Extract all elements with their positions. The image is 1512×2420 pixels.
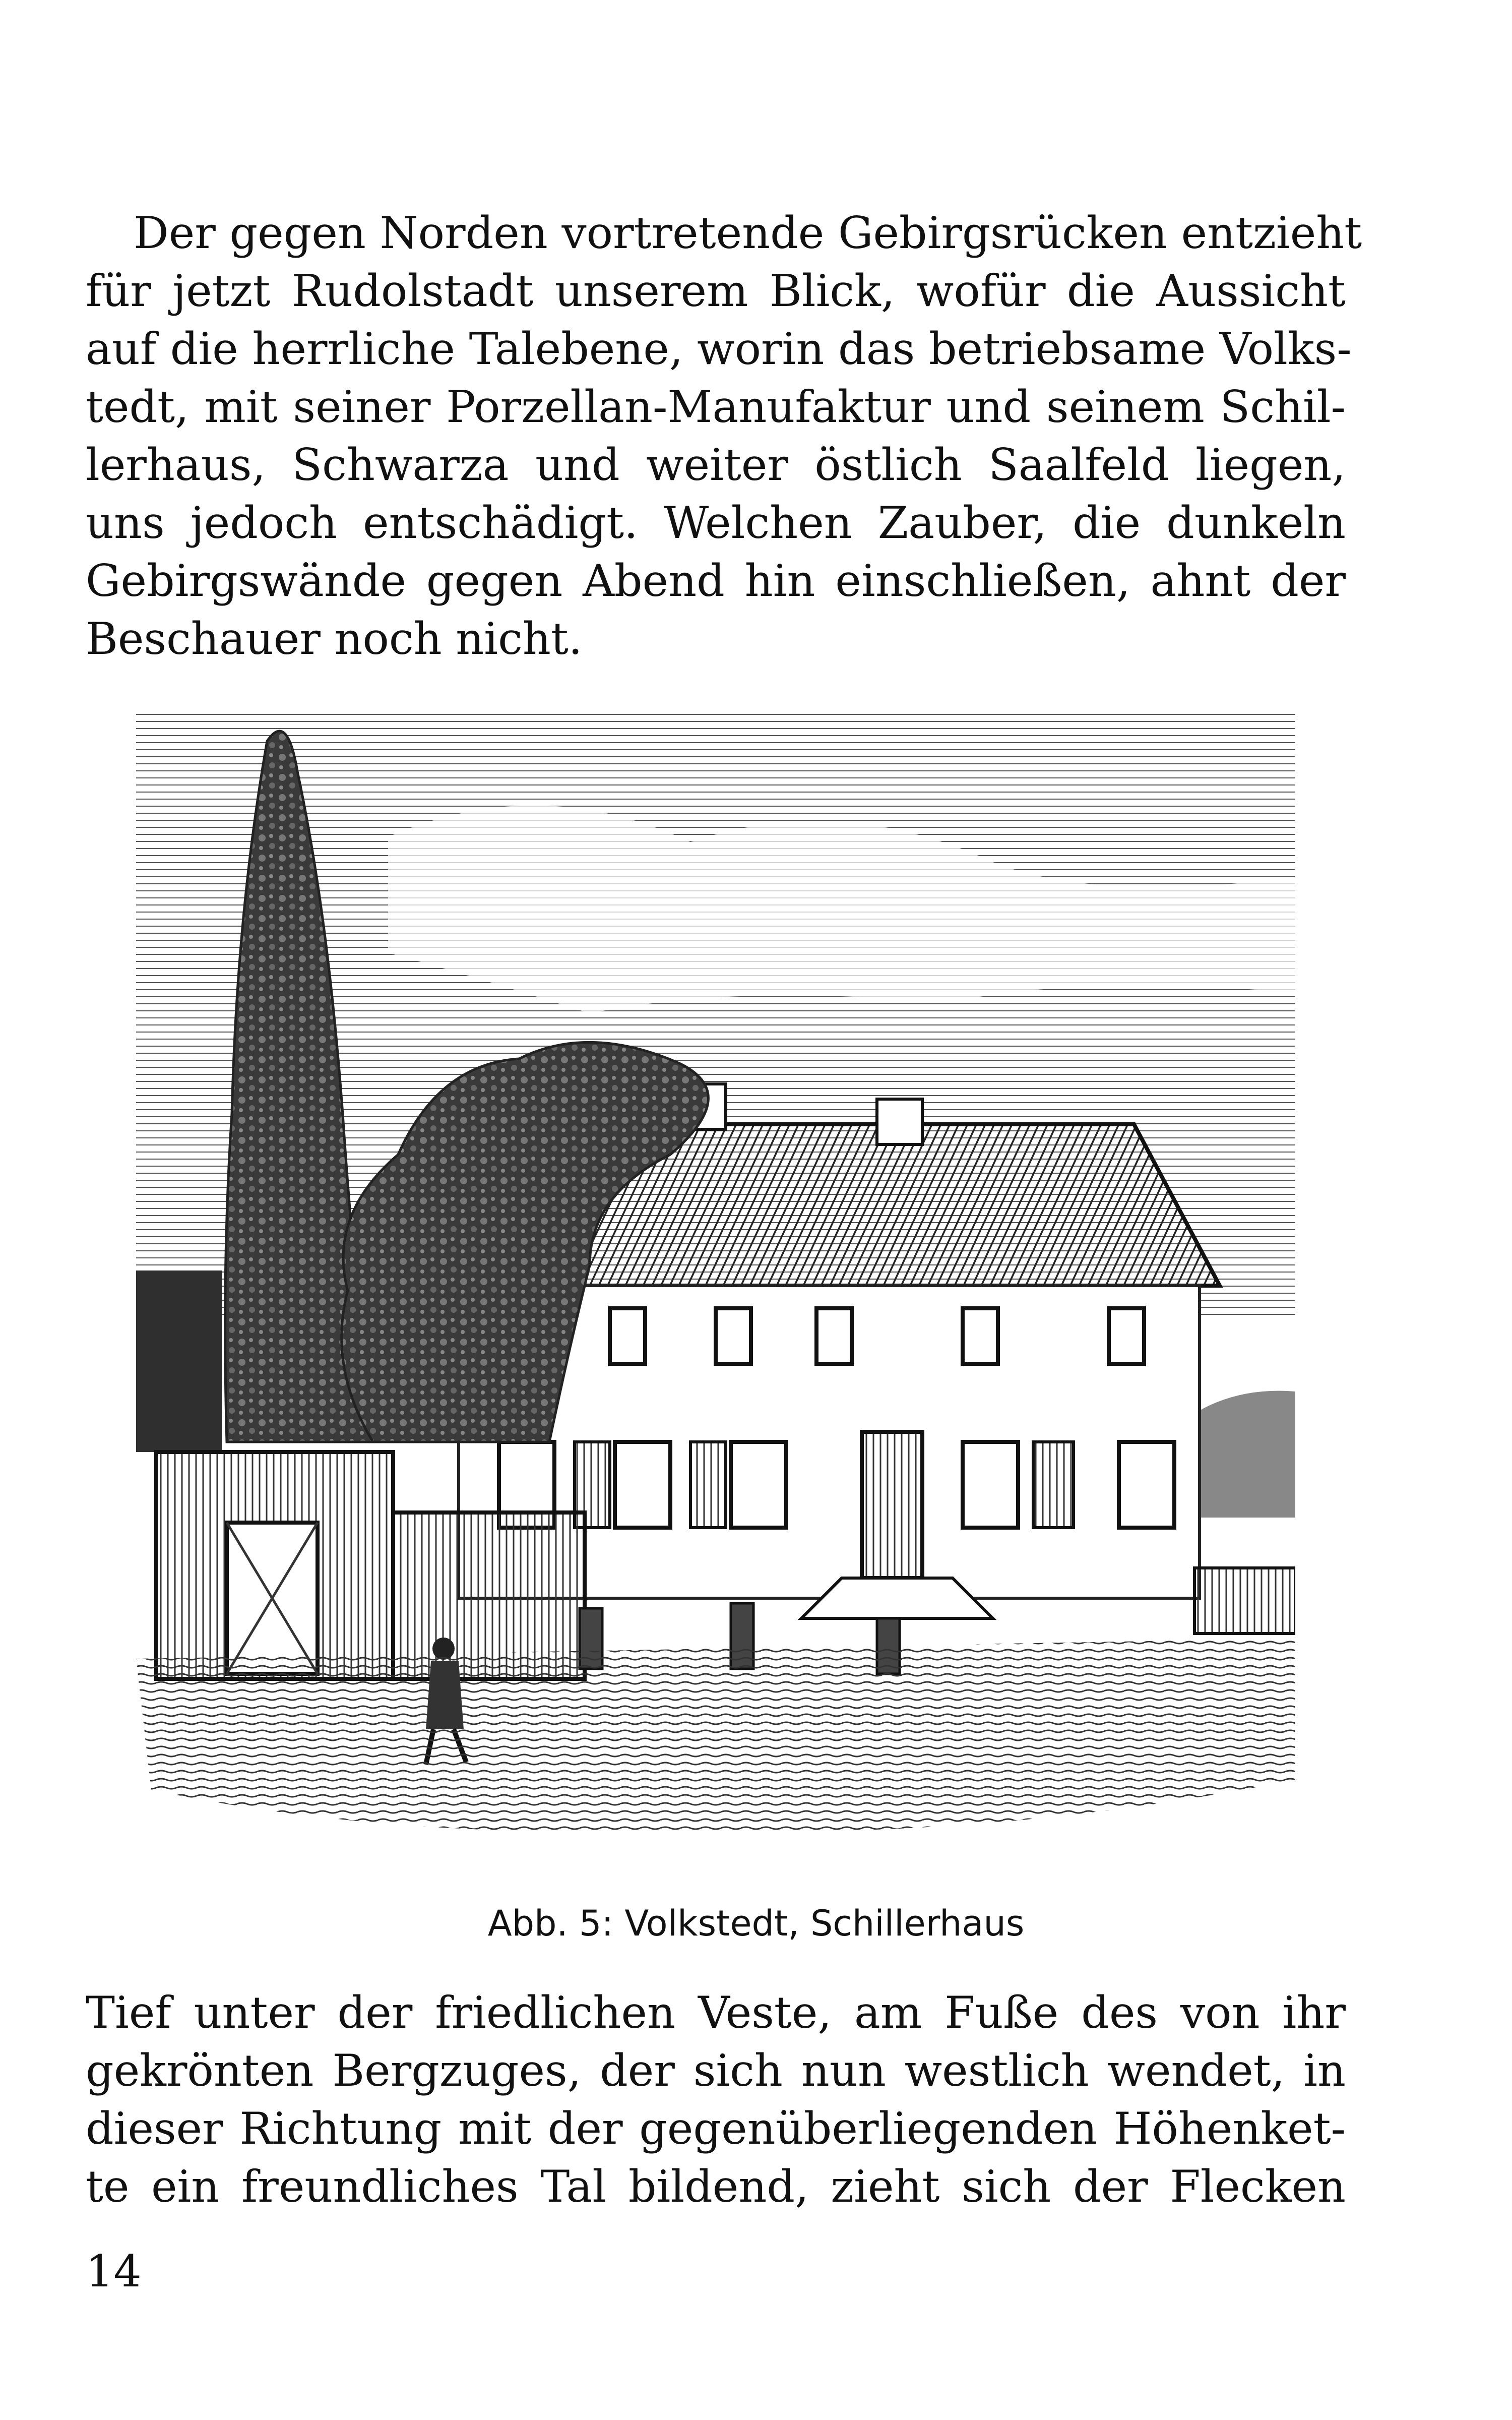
background-building	[136, 1270, 222, 1452]
house-door	[862, 1432, 922, 1578]
fence	[1194, 1568, 1295, 1634]
text-line: gekrönten Bergzuges, der sich nun westlich wendet, in	[86, 2045, 1346, 2096]
text-line: uns jedoch entschädigt. Welchen Zauber, die dunkeln	[86, 497, 1346, 549]
text-line: Gebirgswände gegen Abend hin einschließen, ahnt der	[86, 555, 1346, 607]
page-number: 14	[86, 2246, 142, 2297]
distant-hill	[1189, 1391, 1295, 1518]
paragraph-2	[86, 1984, 1346, 2216]
paragraph-1	[86, 204, 1362, 668]
figure-caption: Abb. 5: Volkstedt, Schillerhaus	[487, 1903, 1025, 1944]
text-line: auf die herrliche Talebene, worin das betriebsame Volks-	[86, 323, 1352, 375]
text-line: Tief unter der friedlichen Veste, am Fuße des von ihr	[86, 1987, 1346, 2038]
schillerhaus-engraving	[136, 711, 1295, 1840]
text-line: Der gegen Norden vortretende Gebirgsrücken entzieht	[134, 207, 1362, 259]
chimney	[877, 1099, 922, 1144]
engraving-illustration	[136, 711, 1295, 1840]
text-line: Beschauer noch nicht.	[86, 613, 583, 664]
text-line: lerhaus, Schwarza und weiter östlich Saalfeld liegen,	[86, 439, 1346, 491]
ground	[136, 1639, 1295, 1832]
text-line: tedt, mit seiner Porzellan-Manufaktur und seinem Schil-	[86, 381, 1346, 433]
text-line: te ein freundliches Tal bildend, zieht sich der Flecken	[86, 2161, 1346, 2212]
text-line: dieser Richtung mit der gegenüberliegenden Höhenket-	[86, 2103, 1346, 2154]
text-line: für jetzt Rudolstadt unserem Blick, wofür die Aussicht	[86, 265, 1346, 317]
